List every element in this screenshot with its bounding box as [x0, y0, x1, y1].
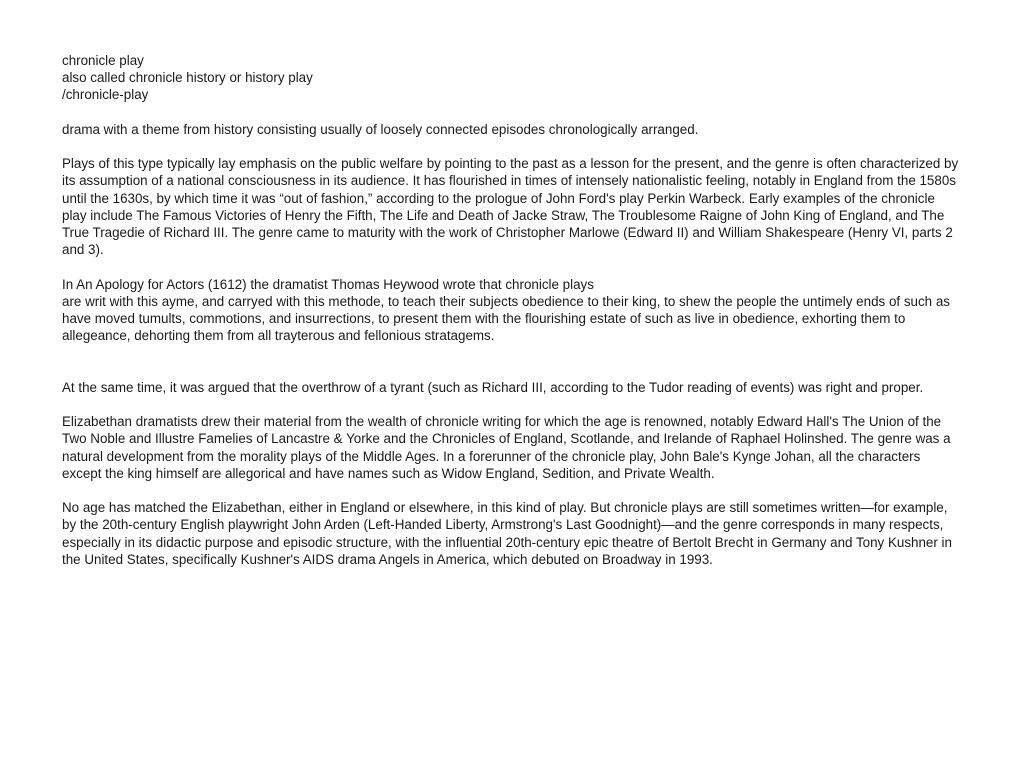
- term-aliases: also called chronicle history or history play: [62, 70, 313, 86]
- spacer: [62, 396, 962, 413]
- spacer: [62, 482, 962, 499]
- term-title: chronicle play: [62, 53, 144, 68]
- spacer: [62, 258, 962, 275]
- term-slug: /chronicle-play: [62, 87, 149, 103]
- paragraph-elizabethan-sources: Elizabethan dramatists drew their material from the wealth of chronicle writing for which the age is renowned, notably Edward Hall's The Union of the Two Noble and Illustre Famelies of Lancastre & Yorke and the Chronicles of England, Scotlande, and Irelande of Raphael Holinshed. The genre was a natural development from the morality plays of the Middle Ages. In a forerunner of the chronicle play, John Bale's Kynge Johan, all the characters except the king himself are allegorical and have names such as Widow England, Sedition, and Private Wealth.: [62, 414, 951, 481]
- paragraph-heywood-intro: In An Apology for Actors (1612) the dramatist Thomas Heywood wrote that chronicle plays: [62, 276, 594, 292]
- article: [62, 52, 962, 568]
- paragraph-heywood-quote: are writ with this ayme, and carryed with this methode, to teach their subjects obedience to their king, to shew the people the untimely ends of such as have moved tumults, commotions, and insurrections, to present them with the flourishing estate of such as live in obedience, exhorting them to allegeance, dehorting them from all trayterous and fellonious stratagems.: [62, 293, 950, 344]
- paragraph-national-consciousness: Plays of this type typically lay emphasis on the public welfare by pointing to the past as a lesson for the present, and the genre is often characterized by its assumption of a national consciousness in its audience. It has flourished in times of intensely nationalistic feeling, notably in England from the 1580s until the 1630s, by which time it was “out of fashion,” according to the prologue of John Ford's play Perkin Warbeck. Early examples of the chronicle play include The Famous Victories of Henry the Fifth, The Life and Death of Jacke Straw, The Troublesome Raigne of John King of England, and The True Tragedie of Richard III. The genre came to maturity with the work of Christopher Marlowe (Edward II) and William Shakespeare (Henry VI, parts 2 and 3).: [62, 156, 959, 258]
- spacer: [62, 138, 962, 155]
- paragraph-tyrant: At the same time, it was argued that the overthrow of a tyrant (such as Richard III, according to the Tudor reading of events) was right and proper.: [62, 379, 924, 395]
- paragraph-modern-chronicle: No age has matched the Elizabethan, either in England or elsewhere, in this kind of play. But chronicle plays are still sometimes written—for example, by the 20th-century English playwright John Arden (Left-Handed Liberty, Armstrong's Last Goodnight)—and the genre corresponds in many respects, especially in its didactic purpose and episodic structure, with the influential 20th-century epic theatre of Bertolt Brecht in Germany and Tony Kushner in the United States, specifically Kushner's AIDS drama Angels in America, which debuted on Broadway in 1993.: [62, 500, 952, 567]
- spacer: [62, 104, 962, 121]
- spacer: [62, 344, 962, 378]
- definition: drama with a theme from history consisting usually of loosely connected episodes chronologically arranged.: [62, 121, 699, 137]
